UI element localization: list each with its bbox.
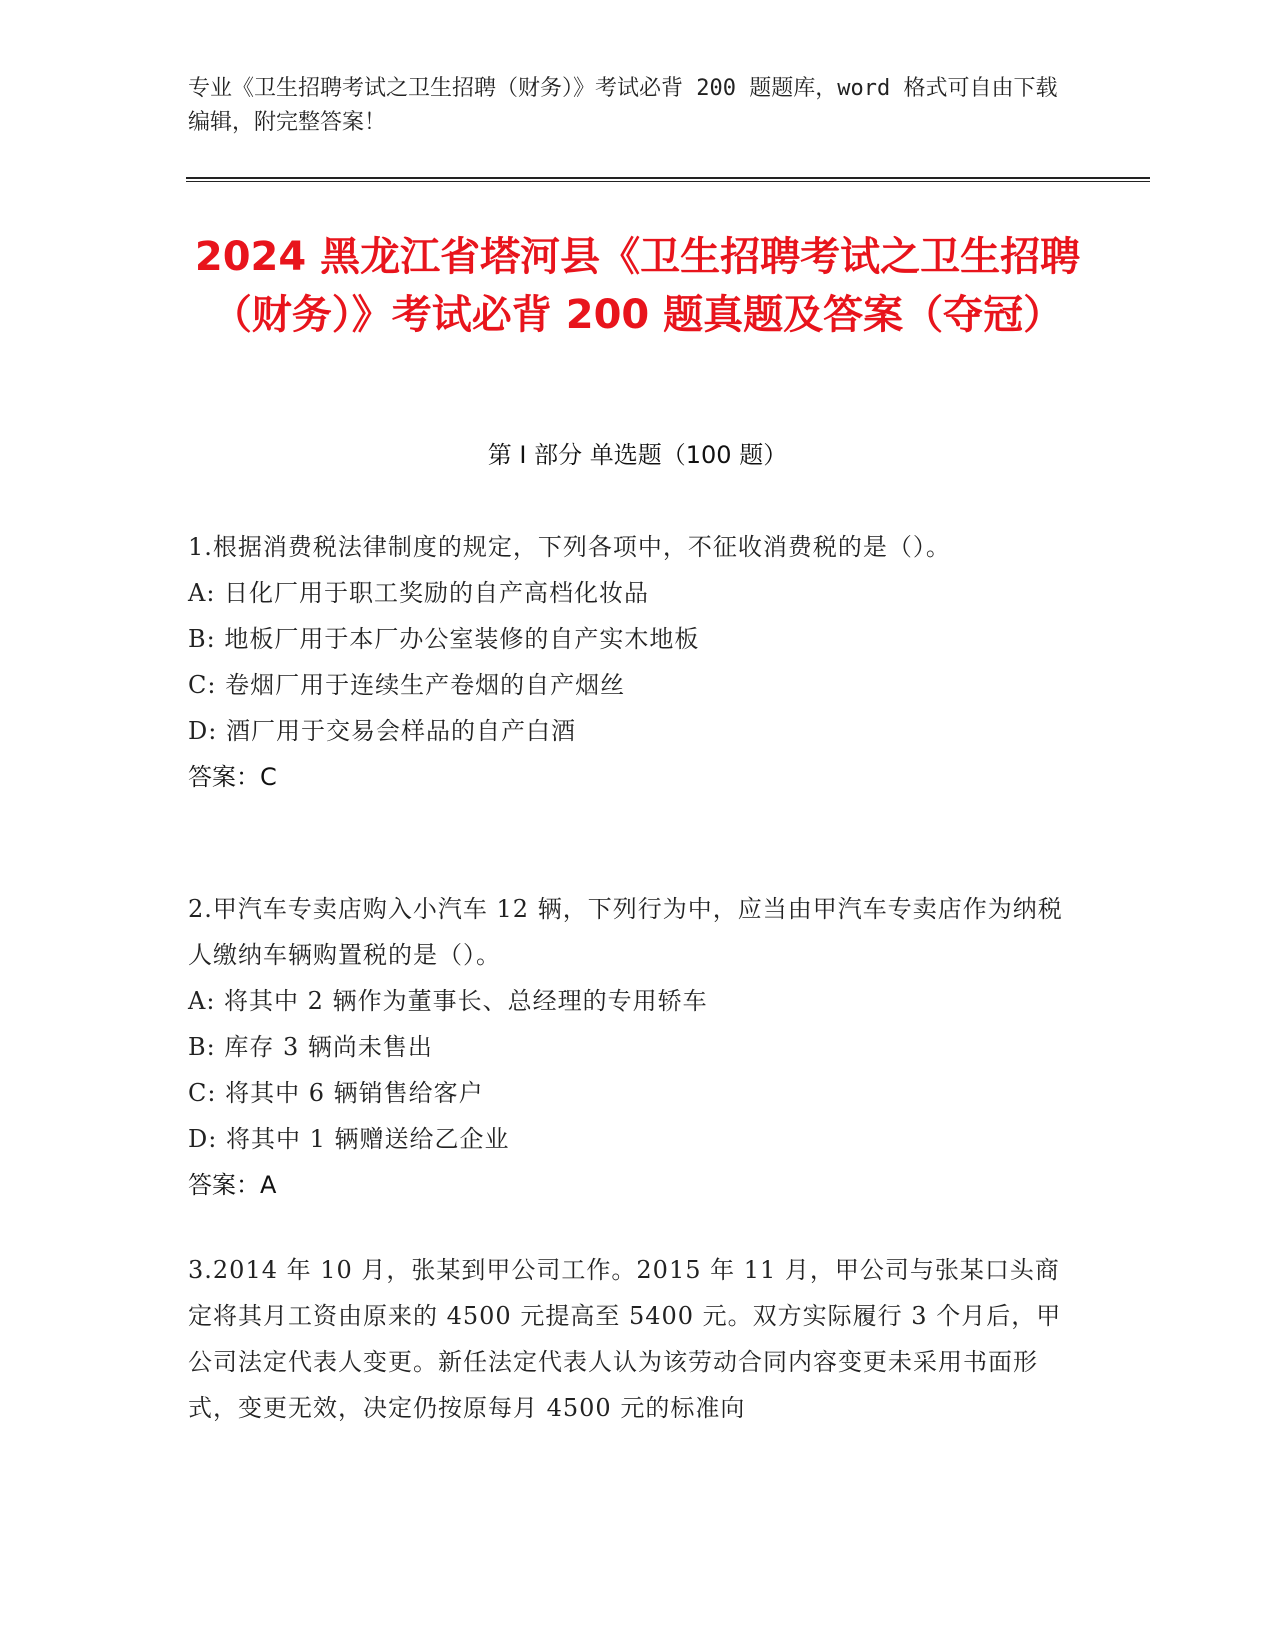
option-a: A: 将其中 2 辆作为董事长、总经理的专用轿车 xyxy=(188,987,708,1015)
answer: 答案：A xyxy=(188,1171,277,1199)
question-1 xyxy=(188,524,1068,800)
option-b: B: 地板厂用于本厂办公室装修的自产实木地板 xyxy=(188,625,700,653)
document-title: 2024 黑龙江省塔河县《卫生招聘考试之卫生招聘（财务）》考试必背 200 题真题及答案（夺冠） xyxy=(194,234,1081,338)
question-text: 2.甲汽车专卖店购入小汽车 12 辆，下列行为中，应当由甲汽车专卖店作为纳税人缴纳车辆购置税的是（）。 xyxy=(188,895,1063,969)
header-divider xyxy=(186,177,1150,179)
question-2 xyxy=(188,886,1068,1208)
option-d: D: 将其中 1 辆赠送给乙企业 xyxy=(188,1125,510,1153)
header-divider-thin xyxy=(186,181,1150,182)
option-a: A: 日化厂用于职工奖励的自产高档化妆品 xyxy=(188,579,650,607)
header-note: 专业《卫生招聘考试之卫生招聘（财务）》考试必背 200 题题库，word 格式可自由下载编辑，附完整答案！ xyxy=(188,76,1058,135)
question-text: 1.根据消费税法律制度的规定，下列各项中，不征收消费税的是（）。 xyxy=(188,533,951,561)
question-text: 3.2014 年 10 月，张某到甲公司工作。2015 年 11 月，甲公司与张某口头商定将其月工资由原来的 4500 元提高至 5400 元。双方实际履行 3 个月后，甲公司法定代表人变更。新任法定代表人认为该劳动合同内容变更未采用书面形式，变更无效，决定仍按原每月 4500 元的标准向 xyxy=(188,1256,1062,1422)
answer: 答案：C xyxy=(188,763,277,791)
option-b: B: 库存 3 辆尚未售出 xyxy=(188,1033,433,1061)
option-c: C: 卷烟厂用于连续生产卷烟的自产烟丝 xyxy=(188,671,626,699)
question-3 xyxy=(188,1247,1068,1431)
section-heading: 第 I 部分 单选题（100 题） xyxy=(487,441,788,469)
option-d: D: 酒厂用于交易会样品的自产白酒 xyxy=(188,717,576,745)
option-c: C: 将其中 6 辆销售给客户 xyxy=(188,1079,484,1107)
